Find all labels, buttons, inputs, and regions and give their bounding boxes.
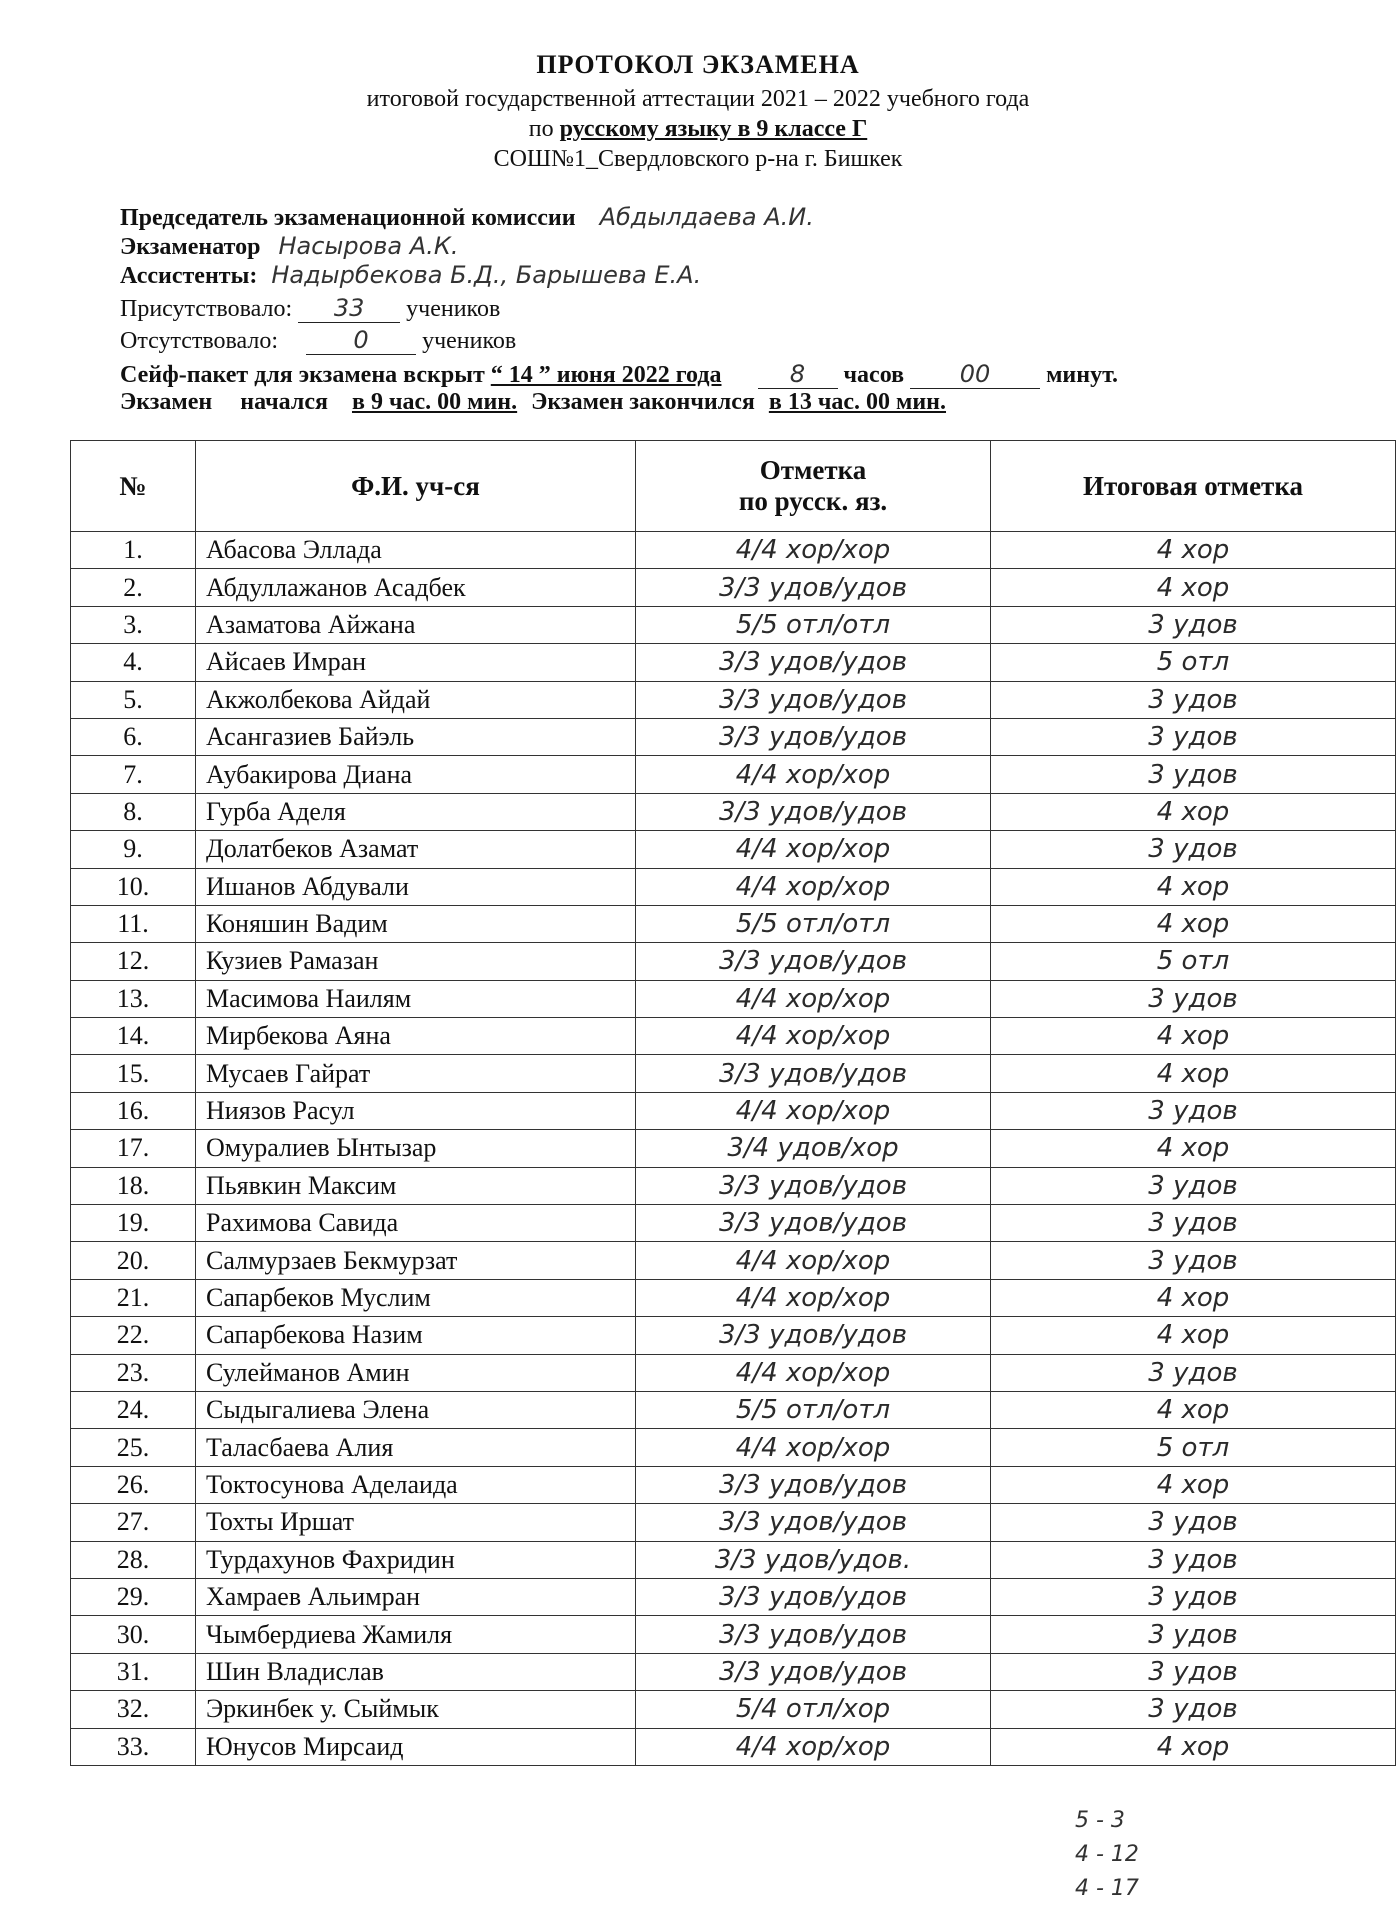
- table-row: [71, 1653, 1396, 1690]
- present-value: 33: [298, 294, 400, 323]
- final-mark: 5 отл: [991, 644, 1396, 681]
- final-mark: 4 хор: [991, 1317, 1396, 1354]
- table-row: [71, 1541, 1396, 1578]
- assistants-value: Надырбекова Б.Д., Барышева Е.А.: [271, 261, 702, 289]
- exam-mark: 3/3 удов/удов: [636, 718, 991, 755]
- absent-students-word: учеников: [422, 328, 517, 354]
- final-mark: 3 удов: [991, 831, 1396, 868]
- exam-mark: 3/3 удов/удов: [636, 1653, 991, 1690]
- table-row: [71, 1018, 1396, 1055]
- table-row: [71, 1578, 1396, 1615]
- table-row: [71, 1167, 1396, 1204]
- exam-mark: 3/3 удов/удов: [636, 793, 991, 830]
- student-name: Омуралиев Ынтызар: [196, 1130, 636, 1167]
- final-mark: 4 хор: [991, 569, 1396, 606]
- final-mark: 4 хор: [991, 793, 1396, 830]
- row-number: 23.: [71, 1354, 196, 1391]
- tally-line: 5 - 3: [1075, 1808, 1125, 1833]
- chair-value: Абдылдаева А.И.: [599, 203, 814, 231]
- table-row: [71, 1055, 1396, 1092]
- student-name: Долатбеков Азамат: [196, 831, 636, 868]
- final-mark: 3 удов: [991, 1578, 1396, 1615]
- final-mark: 3 удов: [991, 1616, 1396, 1653]
- exam-mark: 3/3 удов/удов: [636, 1317, 991, 1354]
- student-name: Сулейманов Амин: [196, 1354, 636, 1391]
- student-name: Азаматова Айжана: [196, 606, 636, 643]
- student-name: Аубакирова Диана: [196, 756, 636, 793]
- table-row: [71, 905, 1396, 942]
- row-number: 29.: [71, 1578, 196, 1615]
- table-row: [71, 756, 1396, 793]
- row-number: 9.: [71, 831, 196, 868]
- exam-time-line: [120, 389, 946, 416]
- row-number: 31.: [71, 1653, 196, 1690]
- header-mark-line1: Отметка: [759, 455, 867, 485]
- student-name: Гурба Аделя: [196, 793, 636, 830]
- student-name: Масимова Наилям: [196, 980, 636, 1017]
- table-row: [71, 980, 1396, 1017]
- row-number: 11.: [71, 905, 196, 942]
- absent-label: Отсутствовало:: [120, 328, 279, 354]
- exam-mark: 3/3 удов/удов: [636, 681, 991, 718]
- row-number: 21.: [71, 1279, 196, 1316]
- assistants-line: [120, 261, 701, 290]
- final-mark: 5 отл: [991, 943, 1396, 980]
- table-row: [71, 606, 1396, 643]
- table-row: [71, 868, 1396, 905]
- started-label: начался: [240, 389, 328, 415]
- student-name: Эркинбек у. Сыймык: [196, 1691, 636, 1728]
- table-row: [71, 1691, 1396, 1728]
- student-name: Сыдыгалиева Элена: [196, 1391, 636, 1428]
- examiner-value: Насырова А.К.: [278, 232, 459, 260]
- final-mark: 4 хор: [991, 1391, 1396, 1428]
- final-mark: 3 удов: [991, 718, 1396, 755]
- examiner-label: Экзаменатор: [120, 234, 261, 260]
- student-name: Шин Владислав: [196, 1653, 636, 1690]
- table-row: [71, 793, 1396, 830]
- row-number: 26.: [71, 1466, 196, 1503]
- header-mark-line2: по русск. яз.: [738, 486, 888, 516]
- exam-mark: 4/4 хор/хор: [636, 980, 991, 1017]
- row-number: 4.: [71, 644, 196, 681]
- student-name: Акжолбекова Айдай: [196, 681, 636, 718]
- header-mark: [636, 441, 991, 532]
- row-number: 5.: [71, 681, 196, 718]
- exam-mark: 5/5 отл/отл: [636, 606, 991, 643]
- row-number: 14.: [71, 1018, 196, 1055]
- row-number: 8.: [71, 793, 196, 830]
- chair-label: Председатель экзаменационной комиссии: [120, 205, 576, 231]
- row-number: 22.: [71, 1317, 196, 1354]
- table-header-row: [71, 441, 1396, 532]
- tally-line: 4 - 17: [1075, 1876, 1139, 1901]
- row-number: 6.: [71, 718, 196, 755]
- header-name: Ф.И. уч-ся: [196, 441, 636, 532]
- student-name: Пьявкин Максим: [196, 1167, 636, 1204]
- results-table: [70, 440, 1396, 1766]
- exam-mark: 3/3 удов/удов: [636, 1504, 991, 1541]
- table-row: [71, 1354, 1396, 1391]
- table-row: [71, 1429, 1396, 1466]
- exam-mark: 3/3 удов/удов: [636, 1616, 991, 1653]
- exam-mark: 3/3 удов/удов.: [636, 1541, 991, 1578]
- row-number: 12.: [71, 943, 196, 980]
- row-number: 10.: [71, 868, 196, 905]
- final-mark: 4 хор: [991, 1055, 1396, 1092]
- exam-mark: 4/4 хор/хор: [636, 532, 991, 569]
- student-name: Салмурзаев Бекмурзат: [196, 1242, 636, 1279]
- final-mark: 5 отл: [991, 1429, 1396, 1466]
- present-line: [120, 294, 500, 323]
- document-subtitle: итоговой государственной аттестации 2021 – 2022 учебного года: [366, 86, 1030, 112]
- absent-line: [120, 326, 516, 355]
- exam-mark: 3/3 удов/удов: [636, 1466, 991, 1503]
- row-number: 7.: [71, 756, 196, 793]
- final-mark: 4 хор: [991, 1130, 1396, 1167]
- exam-mark: 4/4 хор/хор: [636, 831, 991, 868]
- row-number: 30.: [71, 1616, 196, 1653]
- chair-line: [120, 203, 814, 232]
- exam-mark: 4/4 хор/хор: [636, 1429, 991, 1466]
- exam-mark: 3/3 удов/удов: [636, 943, 991, 980]
- student-name: Хамраев Альимран: [196, 1578, 636, 1615]
- final-mark: 3 удов: [991, 1354, 1396, 1391]
- student-name: Ишанов Абдували: [196, 868, 636, 905]
- table-row: [71, 1728, 1396, 1765]
- final-mark: 4 хор: [991, 532, 1396, 569]
- final-mark: 3 удов: [991, 1691, 1396, 1728]
- final-mark: 3 удов: [991, 1205, 1396, 1242]
- row-number: 1.: [71, 532, 196, 569]
- student-name: Мирбекова Аяна: [196, 1018, 636, 1055]
- student-name: Абдуллажанов Асадбек: [196, 569, 636, 606]
- subject-line: [0, 116, 1396, 143]
- final-mark: 3 удов: [991, 1092, 1396, 1129]
- row-number: 17.: [71, 1130, 196, 1167]
- table-row: [71, 718, 1396, 755]
- row-number: 24.: [71, 1391, 196, 1428]
- row-number: 32.: [71, 1691, 196, 1728]
- exam-mark: 4/4 хор/хор: [636, 1018, 991, 1055]
- student-name: Рахимова Савида: [196, 1205, 636, 1242]
- row-number: 18.: [71, 1167, 196, 1204]
- exam-mark: 4/4 хор/хор: [636, 1279, 991, 1316]
- assistants-label: Ассистенты:: [120, 263, 258, 289]
- student-name: Кузиев Рамазан: [196, 943, 636, 980]
- exam-mark: 4/4 хор/хор: [636, 1728, 991, 1765]
- table-row: [71, 1279, 1396, 1316]
- student-name: Сапарбеков Муслим: [196, 1279, 636, 1316]
- table-row: [71, 532, 1396, 569]
- row-number: 19.: [71, 1205, 196, 1242]
- student-name: Таласбаева Алия: [196, 1429, 636, 1466]
- table-row: [71, 1466, 1396, 1503]
- exam-mark: 4/4 хор/хор: [636, 1092, 991, 1129]
- subject-prefix: по: [528, 116, 554, 142]
- minutes-word: минут.: [1046, 362, 1119, 388]
- tally-line: 4 - 12: [1075, 1842, 1139, 1867]
- exam-mark: 3/3 удов/удов: [636, 1055, 991, 1092]
- row-number: 13.: [71, 980, 196, 1017]
- final-mark: 4 хор: [991, 1466, 1396, 1503]
- row-number: 16.: [71, 1092, 196, 1129]
- row-number: 2.: [71, 569, 196, 606]
- final-mark: 4 хор: [991, 1279, 1396, 1316]
- table-row: [71, 569, 1396, 606]
- exam-mark: 3/3 удов/удов: [636, 1578, 991, 1615]
- student-name: Ниязов Расул: [196, 1092, 636, 1129]
- student-name: Мусаев Гайрат: [196, 1055, 636, 1092]
- table-row: [71, 943, 1396, 980]
- final-mark: 3 удов: [991, 1653, 1396, 1690]
- ended-label: Экзамен закончился: [531, 389, 755, 415]
- row-number: 28.: [71, 1541, 196, 1578]
- hours-word: часов: [843, 362, 905, 388]
- row-number: 33.: [71, 1728, 196, 1765]
- exam-mark: 3/4 удов/хор: [636, 1130, 991, 1167]
- student-name: Турдахунов Фахридин: [196, 1541, 636, 1578]
- student-name: Айсаев Имран: [196, 644, 636, 681]
- table-row: [71, 1317, 1396, 1354]
- exam-mark: 3/3 удов/удов: [636, 644, 991, 681]
- table-row: [71, 681, 1396, 718]
- document-title: ПРОТОКОЛ ЭКЗАМЕНА: [536, 50, 860, 79]
- safe-package-line: [120, 360, 1118, 389]
- opened-hours: 8: [758, 360, 838, 389]
- exam-mark: 4/4 хор/хор: [636, 1354, 991, 1391]
- school-name: СОШ№1_Свердловского р-на г. Бишкек: [493, 146, 903, 172]
- exam-mark: 4/4 хор/хор: [636, 756, 991, 793]
- exam-mark: 5/4 отл/хор: [636, 1691, 991, 1728]
- exam-label: Экзамен: [120, 389, 213, 415]
- student-name: Асангазиев Байэль: [196, 718, 636, 755]
- final-mark: 4 хор: [991, 868, 1396, 905]
- student-name: Коняшин Вадим: [196, 905, 636, 942]
- student-name: Тохты Иршат: [196, 1504, 636, 1541]
- started-time: в 9 час. 00 мин.: [351, 389, 518, 415]
- final-mark: 3 удов: [991, 756, 1396, 793]
- student-name: Сапарбекова Назим: [196, 1317, 636, 1354]
- student-name: Токтосунова Аделаида: [196, 1466, 636, 1503]
- final-mark: 4 хор: [991, 1728, 1396, 1765]
- exam-mark: 3/3 удов/удов: [636, 569, 991, 606]
- exam-mark: 5/5 отл/отл: [636, 905, 991, 942]
- row-number: 25.: [71, 1429, 196, 1466]
- exam-mark: 5/5 отл/отл: [636, 1391, 991, 1428]
- final-mark: 3 удов: [991, 1504, 1396, 1541]
- final-mark: 3 удов: [991, 980, 1396, 1017]
- final-mark: 4 хор: [991, 905, 1396, 942]
- table-row: [71, 1205, 1396, 1242]
- table-row: [71, 1391, 1396, 1428]
- table-row: [71, 1242, 1396, 1279]
- row-number: 27.: [71, 1504, 196, 1541]
- student-name: Юнусов Мирсаид: [196, 1728, 636, 1765]
- exam-mark: 3/3 удов/удов: [636, 1167, 991, 1204]
- table-row: [71, 1130, 1396, 1167]
- present-students-word: учеников: [406, 296, 501, 322]
- row-number: 20.: [71, 1242, 196, 1279]
- present-label: Присутствовало:: [120, 296, 293, 322]
- opened-label: Сейф-пакет для экзамена вскрыт: [120, 362, 485, 388]
- row-number: 3.: [71, 606, 196, 643]
- examiner-line: [120, 232, 458, 261]
- table-row: [71, 831, 1396, 868]
- final-mark: 3 удов: [991, 1167, 1396, 1204]
- final-mark: 3 удов: [991, 1541, 1396, 1578]
- student-name: Чымбердиева Жамиля: [196, 1616, 636, 1653]
- ended-time: в 13 час. 00 мин.: [768, 389, 947, 415]
- table-row: [71, 1504, 1396, 1541]
- final-mark: 3 удов: [991, 606, 1396, 643]
- header-final: Итоговая отметка: [991, 441, 1396, 532]
- exam-mark: 3/3 удов/удов: [636, 1205, 991, 1242]
- final-mark: 3 удов: [991, 681, 1396, 718]
- opened-date: “ 14 ” июня 2022 года: [490, 362, 722, 388]
- absent-value: 0: [306, 326, 416, 355]
- table-row: [71, 644, 1396, 681]
- table-row: [71, 1092, 1396, 1129]
- table-row: [71, 1616, 1396, 1653]
- header-num: №: [71, 441, 196, 532]
- subject-value: русскому языку в 9 классе Г: [559, 116, 868, 142]
- student-name: Абасова Эллада: [196, 532, 636, 569]
- exam-mark: 4/4 хор/хор: [636, 1242, 991, 1279]
- row-number: 15.: [71, 1055, 196, 1092]
- opened-minutes: 00: [910, 360, 1040, 389]
- final-mark: 3 удов: [991, 1242, 1396, 1279]
- final-mark: 4 хор: [991, 1018, 1396, 1055]
- exam-mark: 4/4 хор/хор: [636, 868, 991, 905]
